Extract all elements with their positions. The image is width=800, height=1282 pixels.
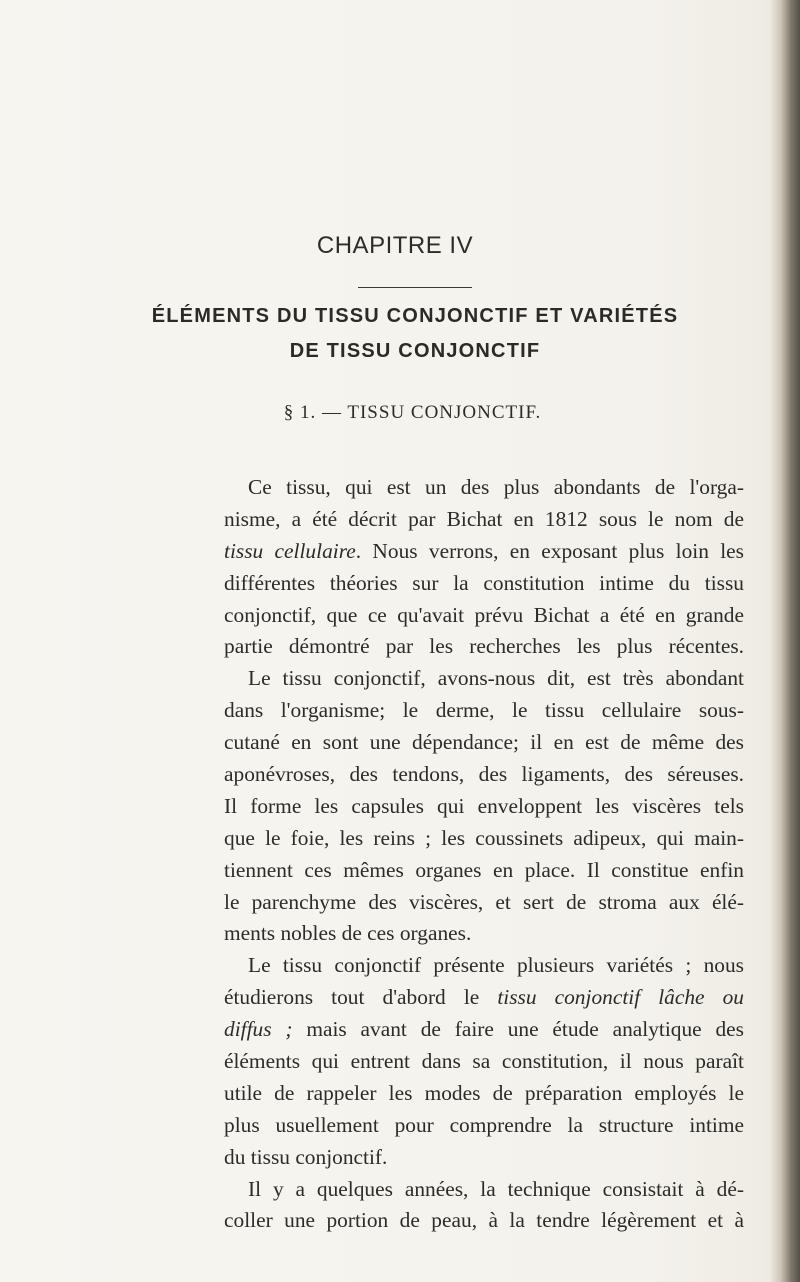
text-line: utile de rappeler les modes de préparation employés le — [224, 1080, 744, 1105]
text-line: Le tissu conjonctif présente plusieurs variétés ; nous — [248, 953, 744, 978]
text-line: partie démontré par les recherches les plus récentes. — [224, 634, 744, 659]
text-line: aponévroses, des tendons, des ligaments, des séreuses. — [224, 762, 744, 787]
text-line: du tissu conjonctif. — [224, 1144, 388, 1169]
text-line: conjonctif, que ce qu'avait prévu Bichat a été en grande — [224, 602, 744, 627]
text-line: plus usuellement pour comprendre la structure intime — [224, 1112, 744, 1137]
text-line: éléments qui entrent dans sa constitution, il nous paraît — [224, 1049, 744, 1074]
text-line: ments nobles de ces organes. — [224, 921, 472, 946]
body-text — [224, 472, 744, 1237]
text-line: différentes théories sur la constitution intime du tissu — [224, 570, 744, 595]
italic-term: tissu cellulaire — [224, 538, 356, 563]
chapter-rule — [358, 287, 472, 288]
text-line: cutané en sont une dépendance; il en est de même des — [224, 730, 744, 755]
text-line: tissu cellulaire. Nous verrons, en exposant plus loin les — [224, 538, 744, 563]
italic-term: tissu conjonctif lâche ou — [497, 985, 744, 1010]
text-line: Ce tissu, qui est un des plus abondants de l'orga- — [248, 475, 744, 499]
text-line: que le foie, les reins ; les coussinets adipeux, qui main- — [224, 825, 744, 850]
italic-term: diffus ; — [224, 1017, 293, 1042]
text-line: dans l'organisme; le derme, le tissu cellulaire sous- — [224, 698, 744, 723]
text-line: Il forme les capsules qui enveloppent les viscères tels — [224, 793, 744, 818]
page-binding-edge — [770, 0, 800, 1282]
chapter-heading: CHAPITRE IV — [316, 232, 474, 259]
chapter-title-line-1: ÉLÉMENTS DU TISSU CONJONCTIF ET VARIÉTÉS — [151, 305, 679, 327]
text-line: nisme, a été décrit par Bichat en 1812 sous le nom de — [224, 506, 744, 531]
chapter-title-line-2: DE TISSU CONJONCTIF — [289, 340, 541, 362]
text-line: le parenchyme des viscères, et sert de stroma aux élé- — [224, 889, 744, 914]
text-line: Le tissu conjonctif, avons-nous dit, est très abondant — [248, 666, 744, 691]
text-line: tiennent ces mêmes organes en place. Il constitue enfin — [224, 857, 744, 882]
text-line: Il y a quelques années, la technique consistait à dé- — [248, 1176, 744, 1201]
section-heading: § 1. — TISSU CONJONCTIF. — [283, 402, 542, 423]
text-line: diffus ; mais avant de faire une étude analytique des — [224, 1017, 745, 1042]
text-line: étudierons tout d'abord le tissu conjonctif lâche ou — [224, 985, 744, 1010]
text-line: coller une portion de peau, à la tendre légèrement et à — [224, 1208, 744, 1233]
